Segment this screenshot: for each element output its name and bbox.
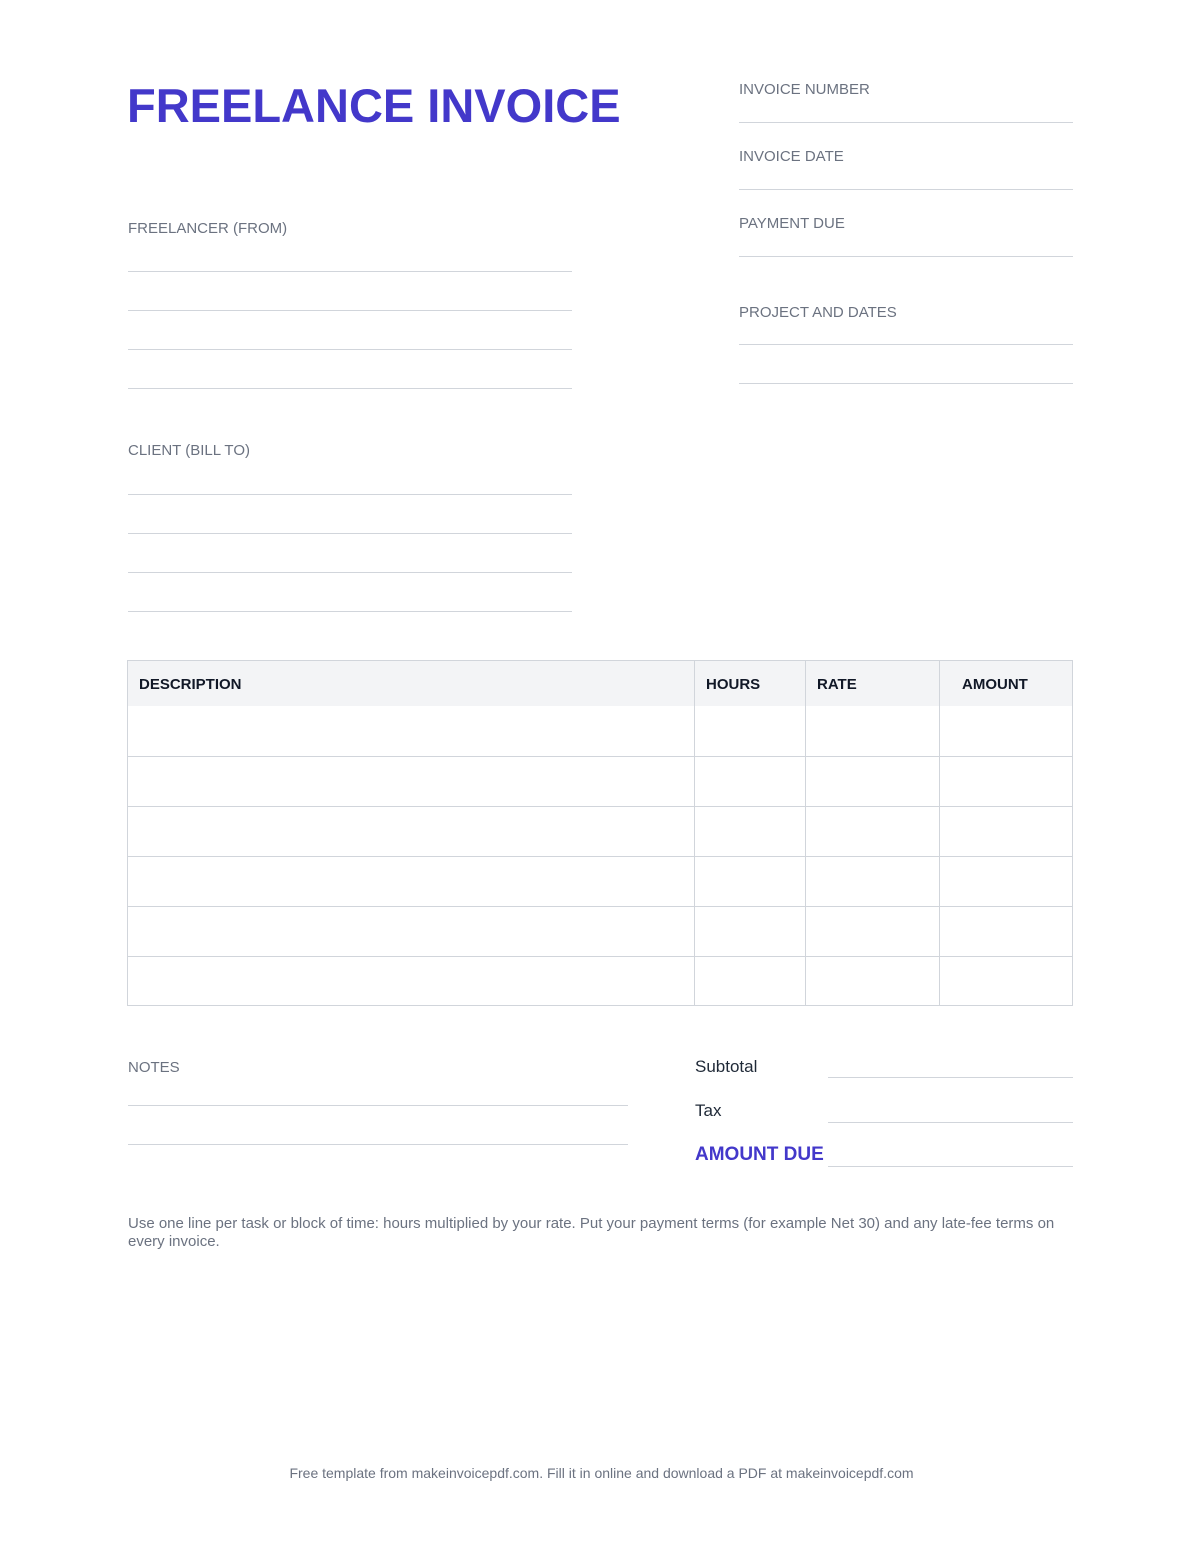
line-items-table bbox=[127, 660, 1073, 1006]
project-and-dates-label: PROJECT AND DATES bbox=[739, 304, 897, 321]
table-row[interactable] bbox=[128, 956, 1072, 1006]
table-row[interactable] bbox=[128, 756, 1072, 806]
client-line-3[interactable] bbox=[128, 572, 572, 573]
column-header-rate: RATE bbox=[817, 676, 857, 693]
amount-due-field[interactable] bbox=[828, 1166, 1073, 1167]
column-header-hours: HOURS bbox=[706, 676, 761, 693]
table-row[interactable] bbox=[128, 906, 1072, 956]
invoice-date-label: INVOICE DATE bbox=[739, 148, 844, 165]
project-and-dates-field-1[interactable] bbox=[739, 344, 1073, 345]
notes-line-2[interactable] bbox=[128, 1144, 628, 1145]
freelancer-from-label: FREELANCER (FROM) bbox=[128, 220, 288, 237]
table-row[interactable] bbox=[128, 806, 1072, 856]
table-header-row bbox=[128, 661, 1072, 706]
amount-due-label: AMOUNT DUE bbox=[695, 1144, 824, 1165]
client-bill-to-label: CLIENT (BILL TO) bbox=[128, 442, 250, 459]
table-row[interactable] bbox=[128, 856, 1072, 906]
subtotal-label: Subtotal bbox=[695, 1057, 758, 1076]
subtotal-field[interactable] bbox=[828, 1077, 1073, 1078]
footer-text: Free template from makeinvoicepdf.com. Fill it in online and download a PDF at makeinvoicepdf.com bbox=[289, 1465, 914, 1481]
tax-label: Tax bbox=[695, 1101, 722, 1120]
client-line-1[interactable] bbox=[128, 494, 572, 495]
column-header-description: DESCRIPTION bbox=[139, 676, 242, 693]
notes-label: NOTES bbox=[128, 1059, 180, 1076]
invoice-date-field[interactable] bbox=[739, 189, 1073, 190]
project-and-dates-field-2[interactable] bbox=[739, 383, 1073, 384]
client-line-2[interactable] bbox=[128, 533, 572, 534]
freelancer-line-2[interactable] bbox=[128, 310, 572, 311]
column-header-amount: AMOUNT bbox=[962, 676, 1028, 693]
instructions-text: Use one line per task or block of time: hours multiplied by your rate. Put your payment terms (for example Net 30) and any late-fee terms on every invoice. bbox=[128, 1215, 1055, 1250]
invoice-title: FREELANCE INVOICE bbox=[127, 79, 621, 132]
client-line-4[interactable] bbox=[128, 611, 572, 612]
invoice-number-field[interactable] bbox=[739, 122, 1073, 123]
freelancer-line-1[interactable] bbox=[128, 271, 572, 272]
payment-due-field[interactable] bbox=[739, 256, 1073, 257]
invoice-number-label: INVOICE NUMBER bbox=[739, 81, 870, 98]
freelancer-line-4[interactable] bbox=[128, 388, 572, 389]
freelancer-line-3[interactable] bbox=[128, 349, 572, 350]
notes-line-1[interactable] bbox=[128, 1105, 628, 1106]
table-row[interactable] bbox=[128, 706, 1072, 756]
payment-due-label: PAYMENT DUE bbox=[739, 215, 845, 232]
tax-field[interactable] bbox=[828, 1122, 1073, 1123]
